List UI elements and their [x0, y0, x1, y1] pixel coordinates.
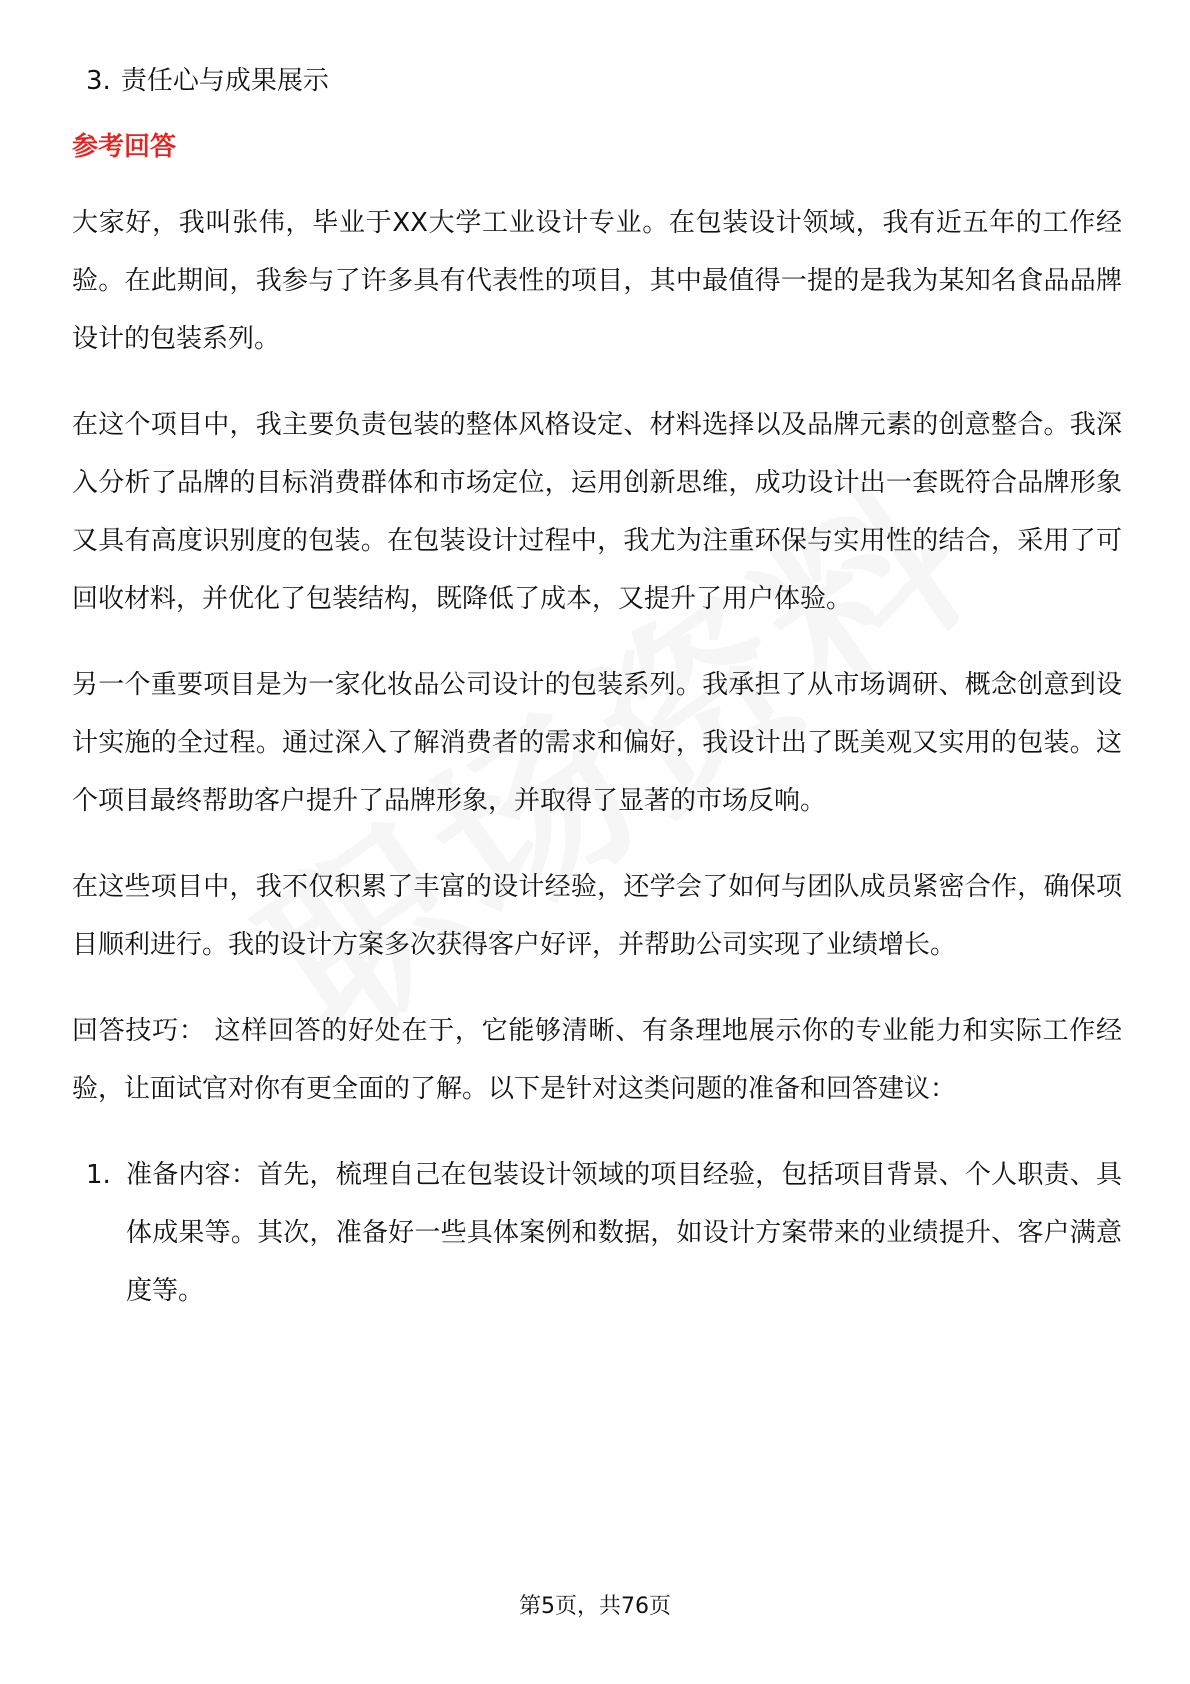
- list-item-number: 1.: [86, 1160, 111, 1190]
- paragraph-project-one: 在这个项目中，我主要负责包装的整体风格设定、材料选择以及品牌元素的创意整合。我深入分析了品牌的目标消费群体和市场定位，运用创新思维，成功设计出一套既符合品牌形象又具有高度识别度的包装。在包装设计过程中，我尤为注重环保与实用性的结合，采用了可回收材料，并优化了包装结构，既降低了成本，又提升了用户体验。: [72, 410, 1122, 614]
- section-item-number: 3.: [86, 66, 111, 96]
- section-item-heading: [86, 56, 1122, 106]
- page-number-footer: 第5页，共76页: [519, 1594, 671, 1619]
- paragraph-teamwork: 在这些项目中，我不仅积累了丰富的设计经验，还学会了如何与团队成员紧密合作，确保项目顺利进行。我的设计方案多次获得客户好评，并帮助公司实现了业绩增长。: [72, 872, 1122, 960]
- list-item: [72, 1146, 1122, 1320]
- reference-answer-title: 参考回答: [72, 132, 177, 162]
- tips-list: [72, 1146, 1122, 1320]
- paragraph-intro: 大家好，我叫张伟，毕业于XX大学工业设计专业。在包装设计领域，我有近五年的工作经验。在此期间，我参与了许多具有代表性的项目，其中最值得一提的是我为某知名食品品牌设计的包装系列。: [72, 208, 1122, 354]
- list-item-text: 准备内容：首先，梳理自己在包装设计领域的项目经验，包括项目背景、个人职责、具体成果等。其次，准备好一些具体案例和数据，如设计方案带来的业绩提升、客户满意度等。: [126, 1160, 1122, 1306]
- section-item-text: 责任心与成果展示: [120, 66, 329, 96]
- paragraph-project-two: 另一个重要项目是为一家化妆品公司设计的包装系列。我承担了从市场调研、概念创意到设计实施的全过程。通过深入了解消费者的需求和偏好，我设计出了既美观又实用的包装。这个项目最终帮助客户提升了品牌形象，并取得了显著的市场反响。: [72, 670, 1122, 816]
- paragraph-answer-tips: 回答技巧： 这样回答的好处在于，它能够清晰、有条理地展示你的专业能力和实际工作经验，让面试官对你有更全面的了解。以下是针对这类问题的准备和回答建议：: [72, 1016, 1122, 1104]
- document-content: [72, 56, 1122, 1320]
